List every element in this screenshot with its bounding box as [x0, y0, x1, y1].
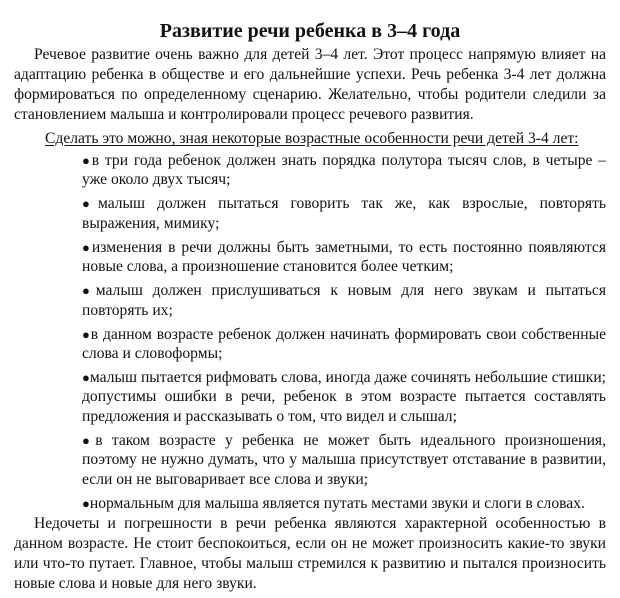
bullet-icon: ●	[82, 495, 90, 511]
list-item-text: в таком возрасте у ребенка не может быть идеального произношения, поэтому не нужно думать, что у малыша присутствует отставание в развитии, если он не выговаривает все слова и звуки;	[82, 431, 606, 488]
bullet-icon: ●	[82, 326, 91, 342]
bullet-icon: ●	[82, 153, 92, 168]
list-item-text: малыш должен пытаться говорить так же, как взрослые, повторять выражения, мимику;	[82, 195, 607, 232]
features-list	[0, 151, 620, 513]
bullet-icon: ●	[82, 432, 96, 448]
list-item	[82, 325, 606, 364]
bullet-icon: ●	[82, 239, 92, 255]
intro-paragraph: Речевое развитие очень важно для детей 3–4 лет. Этот процесс напрямую влияет на адаптацию ребенка в обществе и его дальнейшие успехи. Речь ребенка 3-4 лет должна формироваться по определенному сценарию. Желательно, чтобы родители следили за становлением малыша и контролировали процесс речевого развития.	[14, 46, 606, 123]
list-item-text: в данном возрасте ребенок должен начинать формировать свои собственные слова и словоформы;	[82, 325, 606, 363]
list-item	[82, 194, 606, 233]
list-item	[82, 151, 606, 190]
list-intro-text: Сделать это можно, зная некоторые возрастные особенности речи детей 3-4 лет:	[45, 130, 579, 147]
bullet-icon: ●	[82, 370, 90, 386]
list-item-text: в три года ребенок должен знать порядка полутора тысяч слов, в четыре – уже около двух тысяч;	[82, 152, 606, 189]
bullet-icon: ●	[82, 196, 98, 212]
closing-paragraph: Недочеты и погрешности в речи ребенка являются характерной особенностью в данном возрасте. Не стоит беспокоиться, если он не может произносить какие-то звуки или что-то путает. Главное, чтобы малыш стремился к развитию и пытался произносить новые слова и новые для него звуки.	[14, 515, 606, 592]
list-item-text: изменения в речи должны быть заметными, то есть постоянно появляются новые слова, а произношение становится более четким;	[82, 238, 606, 276]
list-item-text: малыш должен прислушиваться к новым для него звукам и пытаться повторять их;	[82, 282, 606, 319]
list-item-text: малыш пытается рифмовать слова, иногда даже сочинять небольшие стишки; допустимы ошибки в речи, ребенок в этом возрасте пытается составлять предложения и рассказывать о том, что видел и слышал;	[82, 369, 606, 425]
list-item	[82, 431, 606, 489]
list-item	[82, 281, 606, 320]
list-item	[82, 494, 606, 513]
list-item	[82, 238, 606, 277]
list-item	[82, 368, 606, 426]
list-item-text: нормальным для малыша является путать местами звуки и слоги в словах.	[89, 494, 585, 512]
bullet-icon: ●	[82, 283, 96, 299]
document-title: Развитие речи ребенка в 3–4 года	[159, 20, 461, 42]
